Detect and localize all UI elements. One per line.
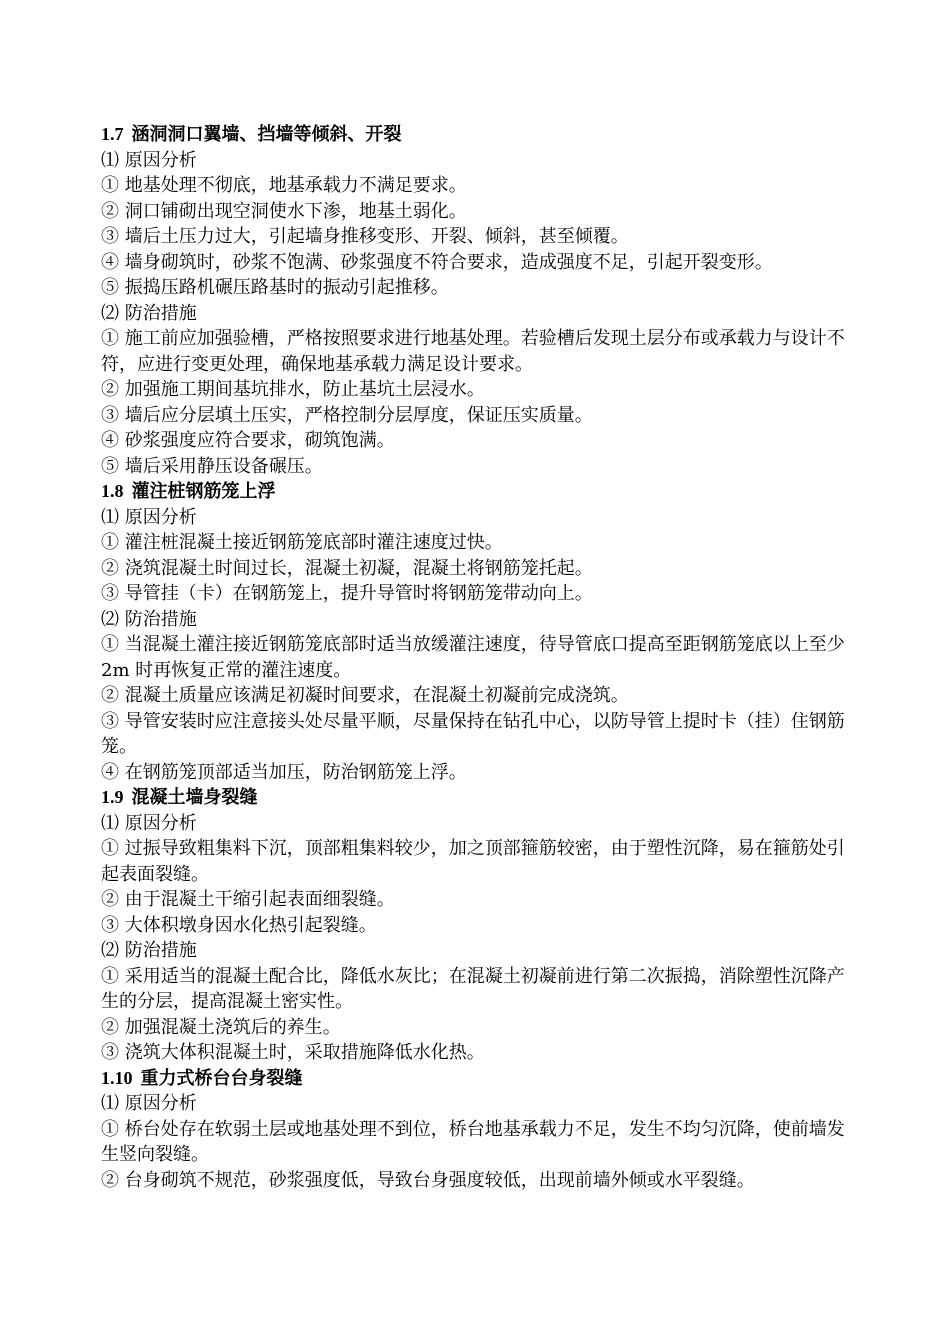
cause-item: ① 过振导致粗集料下沉，顶部粗集料较少，加之顶部箍筋较密，由于塑性沉降，易在箍筋处引起表面裂缝。 bbox=[101, 838, 845, 885]
section-heading bbox=[101, 122, 857, 148]
measure-header: ⑵ 防治措施 bbox=[101, 302, 197, 324]
section-heading bbox=[101, 785, 857, 811]
section-number: 1.10 bbox=[101, 1067, 133, 1088]
cause-header: ⑴ 原因分析 bbox=[101, 1093, 197, 1114]
section-title: 灌注桩钢筋笼上浮 bbox=[131, 481, 276, 502]
cause-item: ① 地基处理不彻底，地基承载力不满足要求。 bbox=[101, 175, 467, 196]
measure-item: ⑤ 墙后采用静压设备碾压。 bbox=[101, 455, 323, 477]
cause-item: ④ 墙身砌筑时，砂浆不饱满、砂浆强度不符合要求，造成强度不足，引起开裂变形。 bbox=[101, 251, 773, 273]
measure-item: ③ 导管安装时应注意接头处尽量平顺，尽量保持在钻孔中心，以防导管上提时卡（挂）住钢筋笼。 bbox=[101, 710, 845, 757]
measure-item: ④ 在钢筋笼顶部适当加压，防治钢筋笼上浮。 bbox=[101, 761, 467, 783]
measure-item: ④ 砂浆强度应符合要求，砌筑饱满。 bbox=[101, 430, 395, 451]
cause-item: ② 洞口铺砌出现空洞使水下渗，地基土弱化。 bbox=[101, 200, 467, 222]
section-number: 1.7 bbox=[101, 124, 124, 144]
cause-item: ② 由于混凝土干缩引起表面细裂缝。 bbox=[101, 889, 395, 910]
section-title: 重力式桥台台身裂缝 bbox=[140, 1067, 303, 1089]
cause-item: ① 灌注桩混凝土接近钢筋笼底部时灌注速度过快。 bbox=[101, 532, 503, 553]
measure-item: ③ 浇筑大体积混凝土时，采取措施降低水化热。 bbox=[101, 1042, 485, 1063]
measure-item: ② 混凝土质量应该满足初凝时间要求，在混凝土初凝前完成浇筑。 bbox=[101, 685, 629, 706]
section-1-8 bbox=[101, 479, 857, 785]
measure-item: ③ 墙后应分层填土压实，严格控制分层厚度，保证压实质量。 bbox=[101, 404, 593, 426]
measure-header: ⑵ 防治措施 bbox=[101, 608, 197, 630]
measure-item: ① 施工前应加强验槽，严格按照要求进行地基处理。若验槽后发现土层分布或承载力与设计不符，应进行变更处理，确保地基承载力满足设计要求。 bbox=[101, 328, 845, 375]
cause-item: ③ 大体积墩身因水化热引起裂缝。 bbox=[101, 914, 377, 936]
cause-header: ⑴ 原因分析 bbox=[101, 812, 197, 834]
cause-header: ⑴ 原因分析 bbox=[101, 149, 197, 171]
document-page bbox=[101, 122, 857, 1193]
section-title: 混凝土墙身裂缝 bbox=[131, 787, 258, 808]
cause-item: ⑤ 振捣压路机碾压路基时的振动引起推移。 bbox=[101, 277, 449, 298]
section-heading bbox=[101, 1066, 857, 1092]
measure-item: ① 采用适当的混凝土配合比，降低水灰比；在混凝土初凝前进行第二次振捣，消除塑性沉降产生的分层，提高混凝土密实性。 bbox=[101, 965, 845, 1012]
section-number: 1.8 bbox=[101, 481, 124, 501]
section-heading bbox=[101, 479, 857, 505]
section-1-9 bbox=[101, 785, 857, 1066]
section-1-10 bbox=[101, 1066, 857, 1194]
measure-item: ② 加强施工期间基坑排水，防止基坑土层浸水。 bbox=[101, 379, 485, 400]
cause-item: ② 台身砌筑不规范，砂浆强度低，导致台身强度较低，出现前墙外倾或水平裂缝。 bbox=[101, 1169, 755, 1191]
measure-header: ⑵ 防治措施 bbox=[101, 940, 197, 961]
measure-item: ② 加强混凝土浇筑后的养生。 bbox=[101, 1016, 341, 1038]
cause-header: ⑴ 原因分析 bbox=[101, 506, 197, 528]
cause-item: ① 桥台处存在软弱土层或地基处理不到位，桥台地基承载力不足，发生不均匀沉降，使前墙发生竖向裂缝。 bbox=[101, 1118, 845, 1165]
cause-item: ③ 墙后土压力过大，引起墙身推移变形、开裂、倾斜，甚至倾覆。 bbox=[101, 226, 629, 247]
section-number: 1.9 bbox=[101, 787, 124, 807]
cause-item: ② 浇筑混凝土时间过长，混凝土初凝，混凝土将钢筋笼托起。 bbox=[101, 557, 593, 579]
cause-item: ③ 导管挂（卡）在钢筋笼上，提升导管时将钢筋笼带动向上。 bbox=[101, 583, 593, 604]
section-1-7 bbox=[101, 122, 857, 479]
section-title: 涵洞洞口翼墙、挡墙等倾斜、开裂 bbox=[131, 124, 402, 145]
measure-item: ① 当混凝土灌注接近钢筋笼底部时适当放缓灌注速度，待导管底口提高至距钢筋笼底以上至少 2m 时再恢复正常的灌注速度。 bbox=[101, 634, 845, 681]
